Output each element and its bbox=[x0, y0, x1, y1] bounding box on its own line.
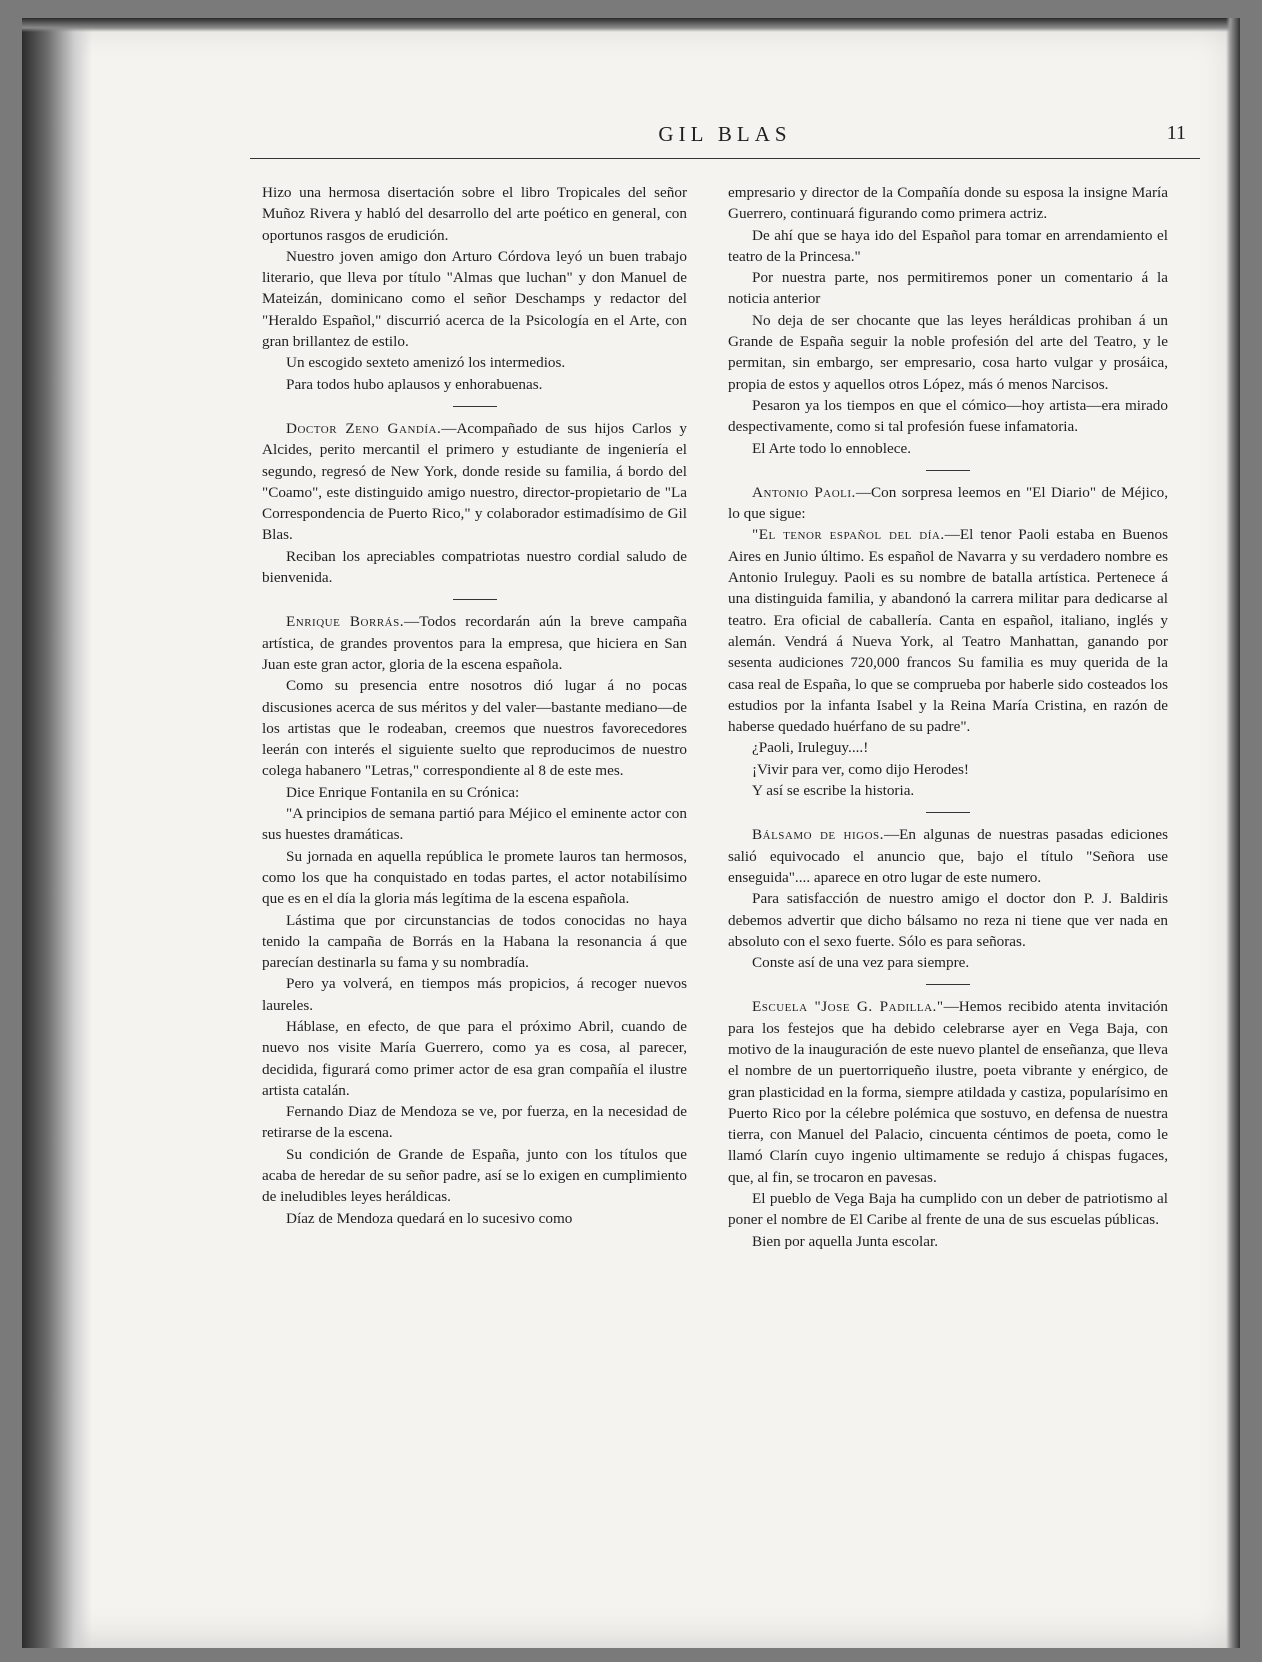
article-text: —En algunas de nuestras pasadas ediciones salió equivocado el anuncio que, bajo el título "Señora use enseguida".... aparece en otro lugar de este numero. bbox=[728, 826, 1169, 886]
section-divider bbox=[926, 470, 970, 471]
right-column bbox=[728, 182, 1168, 1252]
paragraph: Háblase, en efecto, de que para el próximo Abril, cuando de nuevo nos visite María Guerrero, como ya es cosa, al parecer, decidida, figurará como primer actor de esa gran compañía el ilustre artista catalán. bbox=[262, 1017, 687, 1099]
paragraph: Pero ya volverá, en tiempos más propicios, á recoger nuevos laureles. bbox=[262, 975, 687, 1014]
paragraph: Por nuestra parte, nos permitiremos poner un comentario á la noticia anterior bbox=[728, 269, 1168, 308]
paragraph: Y así se escribe la historia. bbox=[752, 782, 915, 800]
article-text: —Hemos recibido atenta invitación para los festejos que ha debido celebrarse ayer en Vega Baja, con motivo de la inauguración de este nuevo plantel de enseñanza, que lleva el nombre de un puertorriqueño ilustre, poeta vibrante y enérgico, de gran plasticidad en la forma, siempre atildada y castiza, popularísimo en Puerto Rico por la célebre polémica que sostuvo, en defensa de nuestra tierra, con Manuel del Palacio, cincuenta céntimos de poeta, como le llamó Clarín cuyo ingenio ultimamente se redujo á chispas fugaces, que, al fin, se trocaron en pavesas. bbox=[728, 998, 1168, 1186]
page-number: 11 bbox=[1166, 122, 1186, 144]
section-divider bbox=[453, 599, 497, 600]
article-heading: Escuela "Jose G. Padilla." bbox=[752, 998, 944, 1016]
paragraph: Como su presencia entre nosotros dió lugar á no pocas discusiones acerca de sus méritos y del valer—bastante mediano—de los artistas que le rodeaban, creemos que nuestros favorecedores leerán con interés el siguiente suelto que reproducimos de nuestro colega habanero "Letras," correspondiente al 8 de este mes. bbox=[262, 677, 687, 780]
article-text: —Con sorpresa leemos en "El Diario" de Méjico, lo que sigue: bbox=[728, 483, 1168, 523]
section-divider bbox=[926, 812, 970, 813]
paragraph: Su jornada en aquella república le promete lauros tan hermosos, como los que ha conquistado en todas partes, el actor notabilísimo que es en el día la gloria más legítima de la escena española. bbox=[262, 847, 687, 908]
section-divider bbox=[453, 406, 497, 407]
section-divider bbox=[926, 984, 970, 985]
article-enrique-borras bbox=[262, 611, 687, 675]
paragraph: Conste así de una vez para siempre. bbox=[752, 954, 970, 972]
paragraph: Para satisfacción de nuestro amigo el doctor don P. J. Baldiris debemos advertir que dicho bálsamo no reza ni tiene que ver nada en absoluto con el sexo fuerte. Sólo es para señoras. bbox=[728, 890, 1168, 950]
paragraph: Díaz de Mendoza quedará en lo sucesivo como bbox=[286, 1209, 573, 1227]
page-header bbox=[250, 118, 1200, 159]
journal-title: GIL BLAS bbox=[658, 122, 792, 146]
paragraph: Bien por aquella Junta escolar. bbox=[752, 1232, 938, 1250]
article-escuela-padilla bbox=[728, 996, 1168, 1188]
paragraph: De ahí que se haya ido del Español para tomar en arrendamiento el teatro de la Princesa." bbox=[728, 226, 1168, 265]
article-heading: Enrique Borrás. bbox=[286, 613, 405, 631]
paragraph: Su condición de Grande de España, junto con los títulos que acaba de heredar de su señor padre, así se lo exigen en cumplimiento de ineludibles leyes heráldicas. bbox=[262, 1145, 687, 1206]
left-column bbox=[262, 182, 687, 1229]
paragraph: Reciban los apreciables compatriotas nuestro cordial saludo de bienvenida. bbox=[262, 547, 687, 587]
scan-top-edge bbox=[22, 18, 1240, 32]
paragraph: Nuestro joven amigo don Arturo Córdova leyó un buen trabajo literario, que lleva por título "Almas que luchan" y don Manuel de Mateizán, dominicano como el señor Deschamps y redactor del "Heraldo Español," discurrió acerca de la Psicología en el Arte, con gran brillantez de estilo. bbox=[262, 247, 687, 351]
paragraph: Hizo una hermosa disertación sobre el libro Tropicales del señor Muñoz Rivera y habló del desarrollo del arte poético en general, con oportunos rasgos de erudición. bbox=[262, 184, 687, 244]
binding-spine bbox=[22, 18, 92, 1648]
paragraph: Fernando Diaz de Mendoza se ve, por fuerza, en la necesidad de retirarse de la escena. bbox=[262, 1103, 687, 1142]
paragraph: empresario y director de la Compañía donde su esposa la insigne María Guerrero, continuará figurando como primera actriz. bbox=[728, 184, 1168, 223]
article-heading: Bálsamo de higos. bbox=[752, 826, 884, 844]
paragraph: Un escogido sexteto amenizó los intermedios. bbox=[286, 354, 566, 372]
article-text: —Todos recordarán aún la breve campaña artística, de grandes proventos para la empresa, que hiciera en San Juan este gran actor, gloria de la escena española. bbox=[262, 613, 687, 673]
paragraph: Lástima que por circunstancias de todos conocidas no haya tenido la campaña de Borrás en la Habana la resonancia á que parecían destinarla su fama y su nombradía. bbox=[262, 911, 687, 972]
paragraph: Pesaron ya los tiempos en que el cómico—hoy artista—era mirado despectivamente, como si tal profesión fuese infamatoria. bbox=[728, 396, 1168, 436]
article-text: —El tenor Paoli estaba en Buenos Aires en Junio último. Es español de Navarra y su verdadero nombre es Antonio Iruleguy. Paoli es su nombre de batalla artística. Pertenece á una distinguida familia, y abandonó la carrera militar para dedicarse al teatro. Era oficial de caballería. Canta en español, italiano, inglés y alemán. Vendrá á Nueva York, al Teatro Manhattan, ganando por sesenta audiciones 720,000 francos Su familia es muy querida de la casa real de España, lo que se comprueba por haberle sido costeados los estudios por la infanta Isabel y la Reina María Cristina, en razón de haberse quedado huérfano de su padre". bbox=[728, 526, 1168, 736]
article-heading: "El tenor español del día. bbox=[752, 526, 945, 544]
scan-right-edge bbox=[1226, 18, 1240, 1648]
paragraph: El pueblo de Vega Baja ha cumplido con un deber de patriotismo al poner el nombre de El Caribe al frente de una de sus escuelas públicas. bbox=[728, 1190, 1168, 1229]
article-text: —Acompañado de sus hijos Carlos y Alcides, perito mercantil el primero y estudiante de ingeniería el segundo, regresó de New York, donde reside su familia, á bordo del "Coamo", este distinguido amigo nuestro, director-propietario de "La Correspondencia de Puerto Rico," y colaborador estimadísimo de Gil Blas. bbox=[262, 419, 687, 544]
paragraph: ¡Vivir para ver, como dijo Herodes! bbox=[752, 760, 969, 778]
article-balsamo-de-higos bbox=[728, 824, 1168, 888]
paragraph: El Arte todo lo ennoblece. bbox=[752, 439, 912, 457]
paragraph: ¿Paoli, Iruleguy....! bbox=[752, 739, 869, 757]
paragraph: Dice Enrique Fontanila en su Crónica: bbox=[286, 783, 520, 801]
article-heading: Antonio Paoli. bbox=[752, 483, 856, 501]
article-heading: Doctor Zeno Gandía. bbox=[286, 419, 442, 437]
newspaper-page bbox=[22, 18, 1240, 1648]
paragraph: "A principios de semana partió para Méjico el eminente actor con sus huestes dramáticas. bbox=[262, 805, 687, 844]
quoted-article bbox=[728, 524, 1168, 737]
paragraph: No deja de ser chocante que las leyes heráldicas prohiban á un Grande de España seguir la noble profesión del arte del Teatro, y le permitan, sin embargo, ser empresario, cosa harto vulgar y prosáica, propia de estos y aquellos otros López, más ó menos Narcisos. bbox=[728, 311, 1168, 393]
paragraph: Para todos hubo aplausos y enhorabuenas. bbox=[286, 375, 543, 393]
article-antonio-paoli bbox=[728, 482, 1168, 525]
article-zeno-gandia bbox=[262, 418, 687, 546]
